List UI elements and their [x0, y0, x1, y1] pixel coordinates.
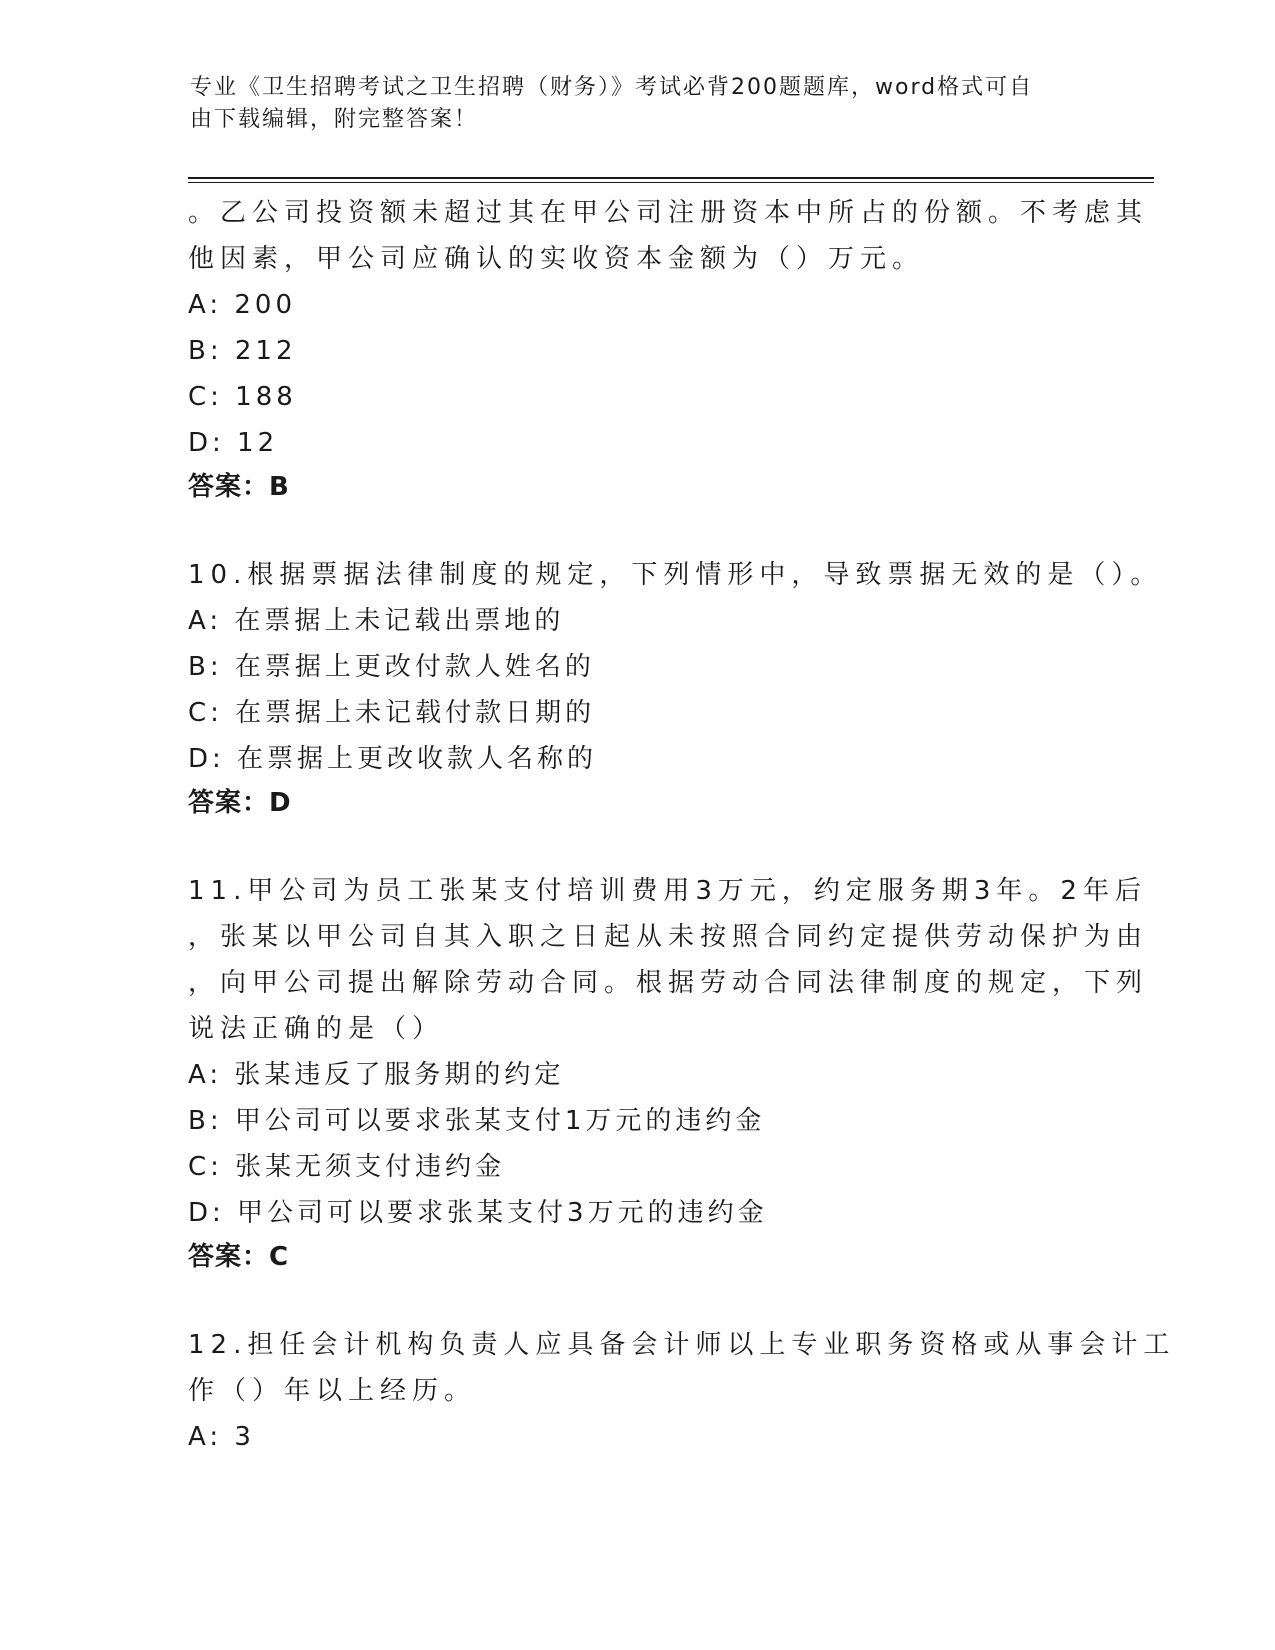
header-line-1: 专业《卫生招聘考试之卫生招聘（财务）》考试必背200题题库，word格式可自	[190, 75, 1034, 100]
option-b: B: 甲公司可以要求张某支付1万元的违约金	[188, 1106, 766, 1136]
question-text-line: ，向甲公司提出解除劳动合同。根据劳动合同法律制度的规定，下列	[188, 968, 1149, 998]
header-line-2: 由下载编辑，附完整答案！	[190, 107, 479, 132]
answer-line: 答案：B	[188, 472, 290, 502]
question-12	[188, 1322, 1176, 1460]
option-d: D: 12	[188, 428, 279, 458]
answer-line: 答案：D	[188, 788, 292, 818]
question-text-line: 说法正确的是（）	[188, 1014, 445, 1044]
question-text-line: 12.担任会计机构负责人应具备会计师以上专业职务资格或从事会计工	[188, 1330, 1176, 1360]
header-divider-thick	[188, 177, 1154, 179]
question-text-line: 他因素，甲公司应确认的实收资本金额为（）万元。	[188, 244, 925, 274]
question-text-line: ，张某以甲公司自其入职之日起从未按照合同约定提供劳动保护为由	[188, 922, 1149, 952]
question-10	[188, 552, 1163, 824]
question-text-line: 10.根据票据法律制度的规定，下列情形中，导致票据无效的是（）。	[188, 560, 1163, 590]
document-header	[190, 72, 1070, 136]
option-a: A: 张某违反了服务期的约定	[188, 1060, 565, 1090]
option-b: B: 212	[188, 336, 297, 366]
option-c: C: 张某无须支付违约金	[188, 1152, 506, 1182]
answer-line: 答案：C	[188, 1242, 290, 1272]
option-c: C: 在票据上未记载付款日期的	[188, 698, 596, 728]
header-divider-thin	[188, 182, 1154, 183]
option-b: B: 在票据上更改付款人姓名的	[188, 652, 595, 682]
question-list	[188, 190, 1176, 1460]
option-a: A: 200	[188, 290, 296, 320]
question-text-line: 11.甲公司为员工张某支付培训费用3万元，约定服务期3年。2年后	[188, 876, 1147, 906]
option-a: A: 3	[188, 1422, 255, 1452]
option-c: C: 188	[188, 382, 297, 412]
option-d: D: 在票据上更改收款人名称的	[188, 744, 598, 774]
question-text-line: 作（）年以上经历。	[188, 1376, 477, 1406]
option-d: D: 甲公司可以要求张某支付3万元的违约金	[188, 1198, 768, 1228]
question-9	[188, 190, 1149, 508]
option-a: A: 在票据上未记载出票地的	[188, 606, 565, 636]
question-11	[188, 868, 1149, 1278]
question-text-line: 。乙公司投资额未超过其在甲公司注册资本中所占的份额。不考虑其	[188, 198, 1149, 228]
